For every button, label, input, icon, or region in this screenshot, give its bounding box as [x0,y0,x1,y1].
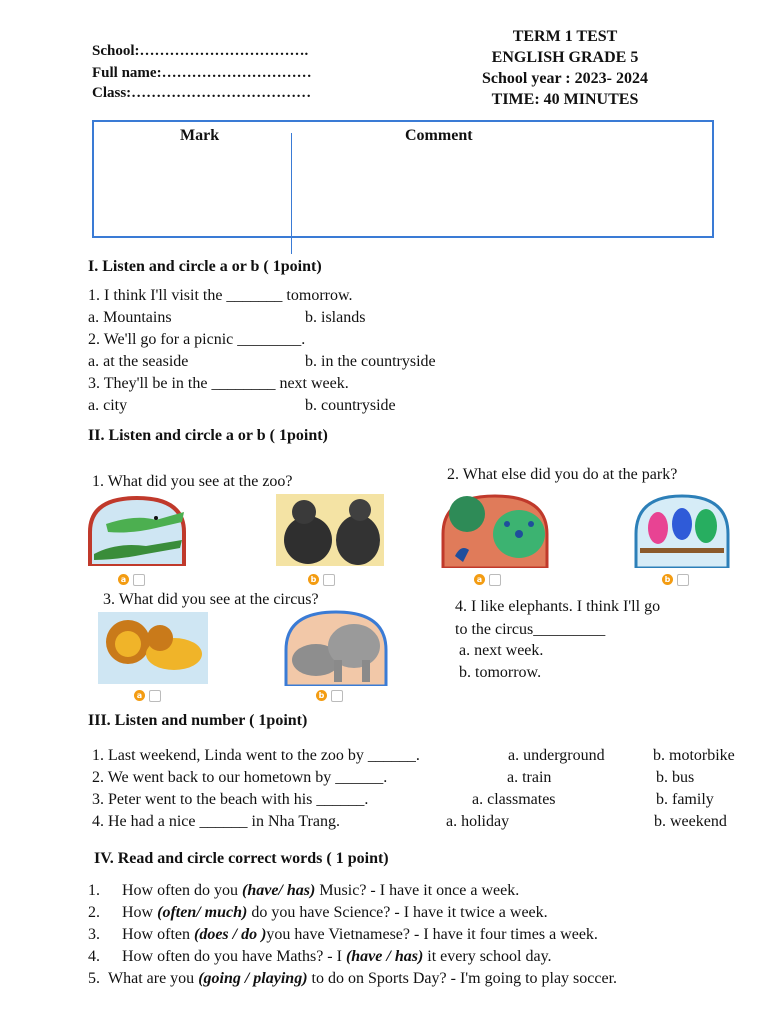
part2-heading: II. Listen and circle a or b ( 1point) [88,427,328,444]
part2-q4-b: b. tomorrow. [459,664,542,681]
lions-picture [98,612,208,684]
part3-q3: 3. Peter went to the beach with his ______. [92,791,369,808]
item-number: 2. [88,904,100,921]
part3-q3-a: a. classmates [472,791,556,808]
part3-q1: 1. Last weekend, Linda went to the zoo by ______. [92,747,420,764]
item-text: How often do you [122,882,242,899]
part1-q1-b: b. islands [305,309,366,326]
gorillas-picture [276,494,384,566]
part1-q3: 3. They'll be in the ________ next week. [88,375,349,392]
word-choice[interactable]: (have/ has) [241,882,316,899]
marker-b: b [662,574,673,585]
elephants-picture [284,610,388,686]
part1-q2-b: b. in the countryside [305,353,436,370]
school-year: School year : 2023- 2024 [482,70,648,87]
part3-q2-a: a. train [507,769,552,786]
option-b-checkbox-3[interactable] [316,690,344,702]
mark-divider [291,133,292,254]
marker-b: b [308,574,319,585]
part2-q2: 2. What else did you do at the park? [447,466,678,483]
option-a-checkbox-1[interactable] [118,574,146,586]
part1-q1: 1. I think I'll visit the _______ tomorrow. [88,287,353,304]
part2-q3: 3. What did you see at the circus? [103,591,319,608]
part4-item-5 [88,970,617,988]
part3-q4: 4. He had a nice ______ in Nha Trang. [92,813,340,830]
part3-heading: III. Listen and number ( 1point) [88,712,308,729]
part1-q3-a: a. city [88,397,128,414]
part3-q1-b: b. motorbike [653,747,735,764]
part1-q3-b: b. countryside [305,397,396,414]
word-choice[interactable]: (have / has) [345,948,424,965]
item-text: to do on Sports Day? - I'm going to play soccer. [307,970,618,987]
part3-q2-b: b. bus [656,769,695,786]
part4-item-2 [88,904,548,922]
item-text: you have Vietnamese? - I have it four times a week. [266,926,598,943]
school-field: School:……………………………. [92,43,309,59]
option-a-checkbox-3[interactable] [134,690,162,702]
item-number: 5. [88,970,100,987]
part1-q2-a: a. at the seaside [88,353,189,370]
marker-a: a [134,690,145,701]
part4-item-4 [88,948,552,966]
option-b-checkbox-1[interactable] [308,574,336,586]
part3-q4-a: a. holiday [446,813,510,830]
part1-q2: 2. We'll go for a picnic ________. [88,331,306,348]
marker-a: a [118,574,129,585]
part2-q4-a: a. next week. [459,642,544,659]
option-b-checkbox-2[interactable] [662,574,690,586]
peacocks-picture [441,494,549,568]
item-number: 1. [88,882,100,899]
option-a-checkbox-2[interactable] [474,574,502,586]
marker-a: a [474,574,485,585]
part4-item-3 [88,926,598,944]
part2-q4-line1: 4. I like elephants. I think I'll go [455,598,661,615]
mark-label: Mark [180,127,220,144]
item-number: 3. [88,926,100,943]
part2-q1: 1. What did you see at the zoo? [92,473,293,490]
part2-q4-line2: to the circus_________ [455,621,606,638]
part4-item-1 [88,882,519,900]
word-choice[interactable]: (often/ much) [157,904,248,921]
part4-heading: IV. Read and circle correct words ( 1 point) [94,850,389,867]
part3-q3-b: b. family [656,791,714,808]
item-text: How [122,904,158,921]
fullname-field: Full name:………………………… [92,65,312,81]
part1-q1-a: a. Mountains [88,309,172,326]
parrots-picture [634,494,730,568]
part3-q1-a: a. underground [508,747,605,764]
part3-q2: 2. We went back to our hometown by ______. [92,769,388,786]
item-text: What are you [108,970,199,987]
item-number: 4. [88,948,100,965]
word-choice[interactable]: (going / playing) [198,970,308,987]
crocodiles-picture [86,494,188,566]
part1-heading: I. Listen and circle a or b ( 1point) [88,258,322,275]
part3-q4-b: b. weekend [654,813,727,830]
marker-b: b [316,690,327,701]
item-text: How often [122,926,194,943]
time-limit: TIME: 40 MINUTES [491,91,639,108]
item-text: Music? - I have it once a week. [315,882,520,899]
class-field: Class:……………………………… [92,85,312,101]
item-text: do you have Science? - I have it twice a week. [247,904,548,921]
grade-title: ENGLISH GRADE 5 [491,49,639,66]
item-text: it every school day. [423,948,552,965]
comment-label: Comment [405,127,473,144]
item-text: How often do you have Maths? - I [122,948,346,965]
test-title: TERM 1 TEST [512,28,618,45]
word-choice[interactable]: (does / do ) [193,926,267,943]
